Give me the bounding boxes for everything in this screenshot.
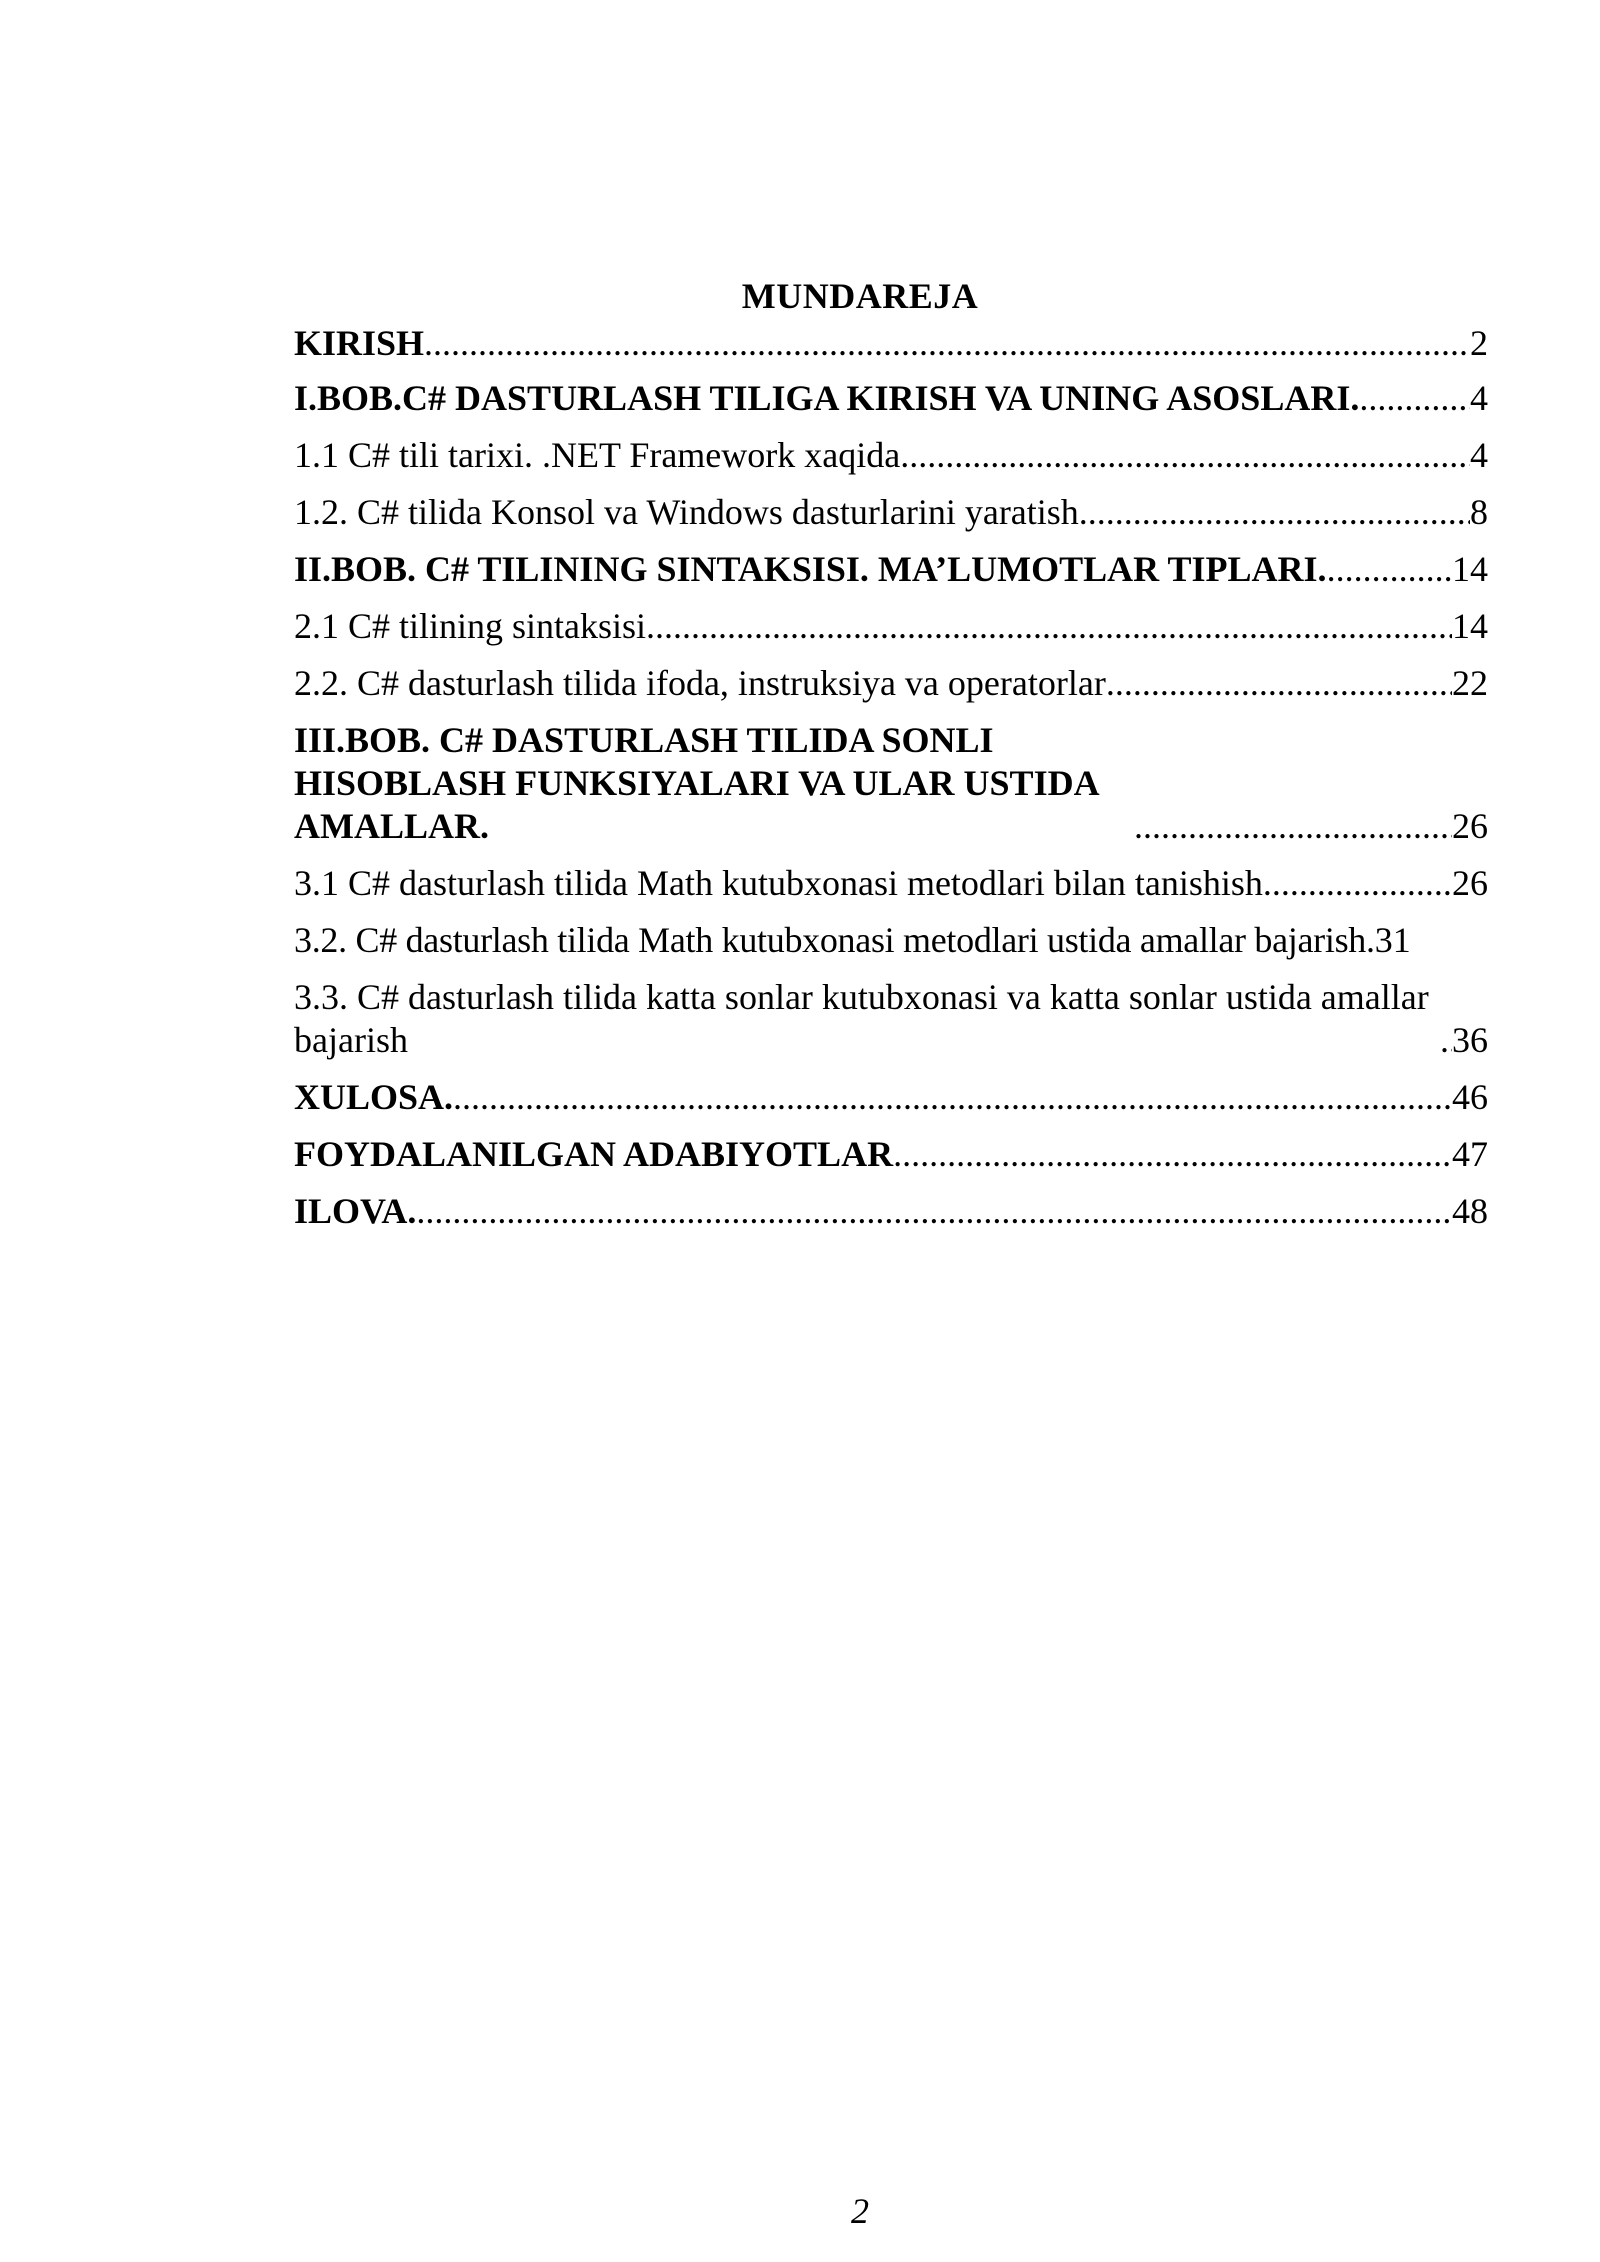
- toc-entry-section-2-1: [294, 605, 1488, 648]
- toc-entry-page: 46: [1452, 1077, 1488, 1117]
- dot-leader: [900, 434, 1470, 477]
- dot-leader: [1134, 805, 1452, 848]
- dot-leader: [1359, 377, 1470, 420]
- dot-leader: [646, 605, 1452, 648]
- toc-entry-page: 47: [1452, 1134, 1488, 1174]
- toc-entry-page: 48: [1452, 1191, 1488, 1231]
- toc-entry-section-2-2: [294, 662, 1488, 705]
- toc-entry-text: II.BOB. C# TILINING SINTAKSISI. MA’LUMOTLAR TIPLARI.: [294, 549, 1327, 589]
- toc-entry-kirish: [294, 322, 1488, 365]
- toc-entry-page: 14: [1452, 606, 1488, 646]
- toc-entry-section-1-2: [294, 491, 1488, 534]
- dot-leader: [893, 1133, 1452, 1176]
- toc-entry-text: FOYDALANILGAN ADABIYOTLAR: [294, 1134, 894, 1174]
- dot-leader: [1327, 548, 1452, 591]
- toc-entry-page: 4: [1470, 435, 1488, 475]
- toc-entry-page: 8: [1470, 492, 1488, 532]
- page-number: 2: [851, 2191, 869, 2231]
- toc-entry-text: 2.1 C# tilining sintaksisi: [294, 606, 647, 646]
- toc-entry-page: 31: [1374, 920, 1411, 960]
- toc-entry-ilova: [294, 1190, 1488, 1233]
- toc-entry-xulosa: [294, 1076, 1488, 1119]
- toc-entry-text: KIRISH: [294, 323, 425, 363]
- toc-entry-text: I.BOB.C# DASTURLASH TILIGA KIRISH VA UNING ASOSLARI.: [294, 378, 1360, 418]
- toc-entry-page: 14: [1452, 549, 1488, 589]
- toc-entry-text: 2.2. C# dasturlash tilida ifoda, instruksiya va operatorlar: [294, 663, 1106, 703]
- toc-entry-text: XULOSA.: [294, 1077, 454, 1117]
- toc-entry-chapter-2: [294, 548, 1488, 591]
- toc-title: MUNDAREJA: [741, 276, 979, 316]
- toc-entry-page: 22: [1452, 663, 1488, 703]
- dot-leader: [424, 322, 1470, 365]
- toc-entry-text: 3.2. C# dasturlash tilida Math kutubxonasi metodlari ustida amallar bajarish.: [294, 920, 1375, 960]
- toc-entry-section-3-3: [294, 976, 1488, 1062]
- dot-leader: [1079, 491, 1470, 534]
- dot-leader: [1440, 1019, 1452, 1062]
- table-of-contents: [294, 322, 1488, 1247]
- dot-leader: [416, 1190, 1452, 1233]
- toc-entry-section-3-2: [294, 919, 1488, 962]
- toc-entry-page: 4: [1470, 378, 1488, 418]
- dot-leader: [453, 1076, 1452, 1119]
- toc-entry-section-3-1: [294, 862, 1488, 905]
- toc-entry-text: 3.1 C# dasturlash tilida Math kutubxonasi metodlari bilan tanishish: [294, 863, 1263, 903]
- toc-entry-section-1-1: [294, 434, 1488, 477]
- toc-entry-page: 2: [1470, 323, 1488, 363]
- dot-leader: [1263, 862, 1452, 905]
- toc-entry-text: 1.2. C# tilida Konsol va Windows dasturlarini yaratish: [294, 492, 1079, 532]
- toc-entry-chapter-1: [294, 377, 1488, 420]
- toc-entry-text: III.BOB. C# DASTURLASH TILIDA SONLI HISOBLASH FUNKSIYALARI VA ULAR USTIDA AMALLAR.: [294, 720, 1098, 846]
- toc-entry-chapter-3: [294, 719, 1488, 848]
- toc-entry-text: ILOVA.: [294, 1191, 417, 1231]
- dot-leader: [1106, 662, 1452, 705]
- toc-entry-page: 36: [1452, 1020, 1488, 1060]
- toc-entry-text: 1.1 C# tili tarixi. .NET Framework xaqida: [294, 435, 901, 475]
- toc-entry-text: 3.3. C# dasturlash tilida katta sonlar kutubxonasi va katta sonlar ustida amallar bajarish: [294, 977, 1429, 1060]
- toc-entry-adabiyotlar: [294, 1133, 1488, 1176]
- toc-entry-page: 26: [1452, 863, 1488, 903]
- toc-entry-page: 26: [1452, 806, 1488, 846]
